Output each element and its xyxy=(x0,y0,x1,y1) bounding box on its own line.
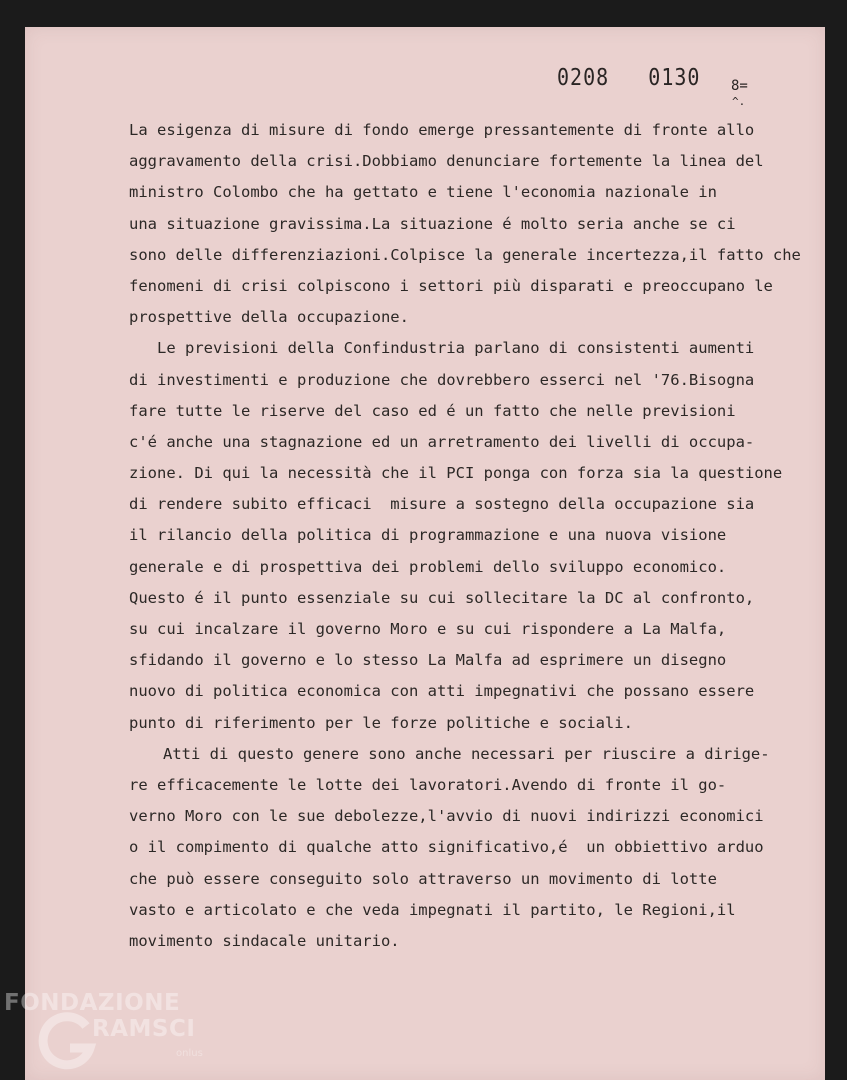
watermark-suffix: onlus xyxy=(176,1048,203,1059)
text-line: fenomeni di crisi colpiscono i settori più disparati e preoccupano le xyxy=(129,276,773,295)
text-line: una situazione gravissima.La situazione é molto seria anche se ci xyxy=(129,214,736,233)
text-line: nuovo di politica economica con atti impegnativi che possano essere xyxy=(129,682,755,701)
text-line: che può essere conseguito solo attraverso un movimento di lotte xyxy=(129,869,717,888)
text-line: verno Moro con le sue debolezze,l'avvio di nuovi indirizzi economici xyxy=(129,807,764,826)
archive-code: 0208 0130 xyxy=(557,63,701,91)
page-number: 8= xyxy=(731,78,748,94)
text-line: punto di riferimento per le forze politiche e sociali. xyxy=(129,713,633,732)
text-line: prospettive della occupazione. xyxy=(129,308,409,327)
text-line: di rendere subito efficaci misure a sostegno della occupazione sia xyxy=(129,495,755,514)
page-mark: ^. xyxy=(732,95,746,108)
typewritten-text xyxy=(129,115,825,957)
text-line: fare tutte le riserve del caso ed é un fatto che nelle previsioni xyxy=(129,401,736,420)
text-line: c'é anche una stagnazione ed un arretramento dei livelli di occupa- xyxy=(129,432,755,451)
text-line: ministro Colombo che ha gettato e tiene l'economia nazionale in xyxy=(129,183,717,202)
text-line: o il compimento di qualche atto significativo,é un obbiettivo arduo xyxy=(129,838,764,857)
text-line: di investimenti e produzione che dovrebbero esserci nel '76.Bisogna xyxy=(129,370,755,389)
text-line: Questo é il punto essenziale su cui sollecitare la DC al confronto, xyxy=(129,588,755,607)
text-line: La esigenza di misure di fondo emerge pressantemente di fronte allo xyxy=(129,121,755,139)
watermark-line1: FONDAZIONE xyxy=(4,990,181,1016)
watermark-line2: RAMSCI xyxy=(92,1016,196,1042)
text-line: zione. Di qui la necessità che il PCI ponga con forza sia la questione xyxy=(129,464,783,483)
text-line: generale e di prospettiva dei problemi dello sviluppo economico. xyxy=(129,557,727,576)
text-line: sono delle differenziazioni.Colpisce la generale incertezza,il fatto che xyxy=(129,245,801,264)
text-line: il rilancio della politica di programmazione e una nuova visione xyxy=(129,526,727,545)
text-line: su cui incalzare il governo Moro e su cui rispondere a La Malfa, xyxy=(129,620,727,638)
text-line: re efficacemente le lotte dei lavoratori.Avendo di fronte il go- xyxy=(129,775,727,794)
text-line: Le previsioni della Confindustria parlano di consistenti aumenti xyxy=(157,339,755,358)
text-line: movimento sindacale unitario. xyxy=(129,931,400,950)
text-line: sfidando il governo e lo stesso La Malfa ad esprimere un disegno xyxy=(129,651,727,670)
text-line: vasto e articolato e che veda impegnati il partito, le Regioni,il xyxy=(129,900,736,919)
document-page xyxy=(25,27,825,1080)
text-line: Atti di questo genere sono anche necessari per riuscire a dirige- xyxy=(163,744,770,763)
text-line: aggravamento della crisi.Dobbiamo denunciare fortemente la linea del xyxy=(129,152,764,171)
